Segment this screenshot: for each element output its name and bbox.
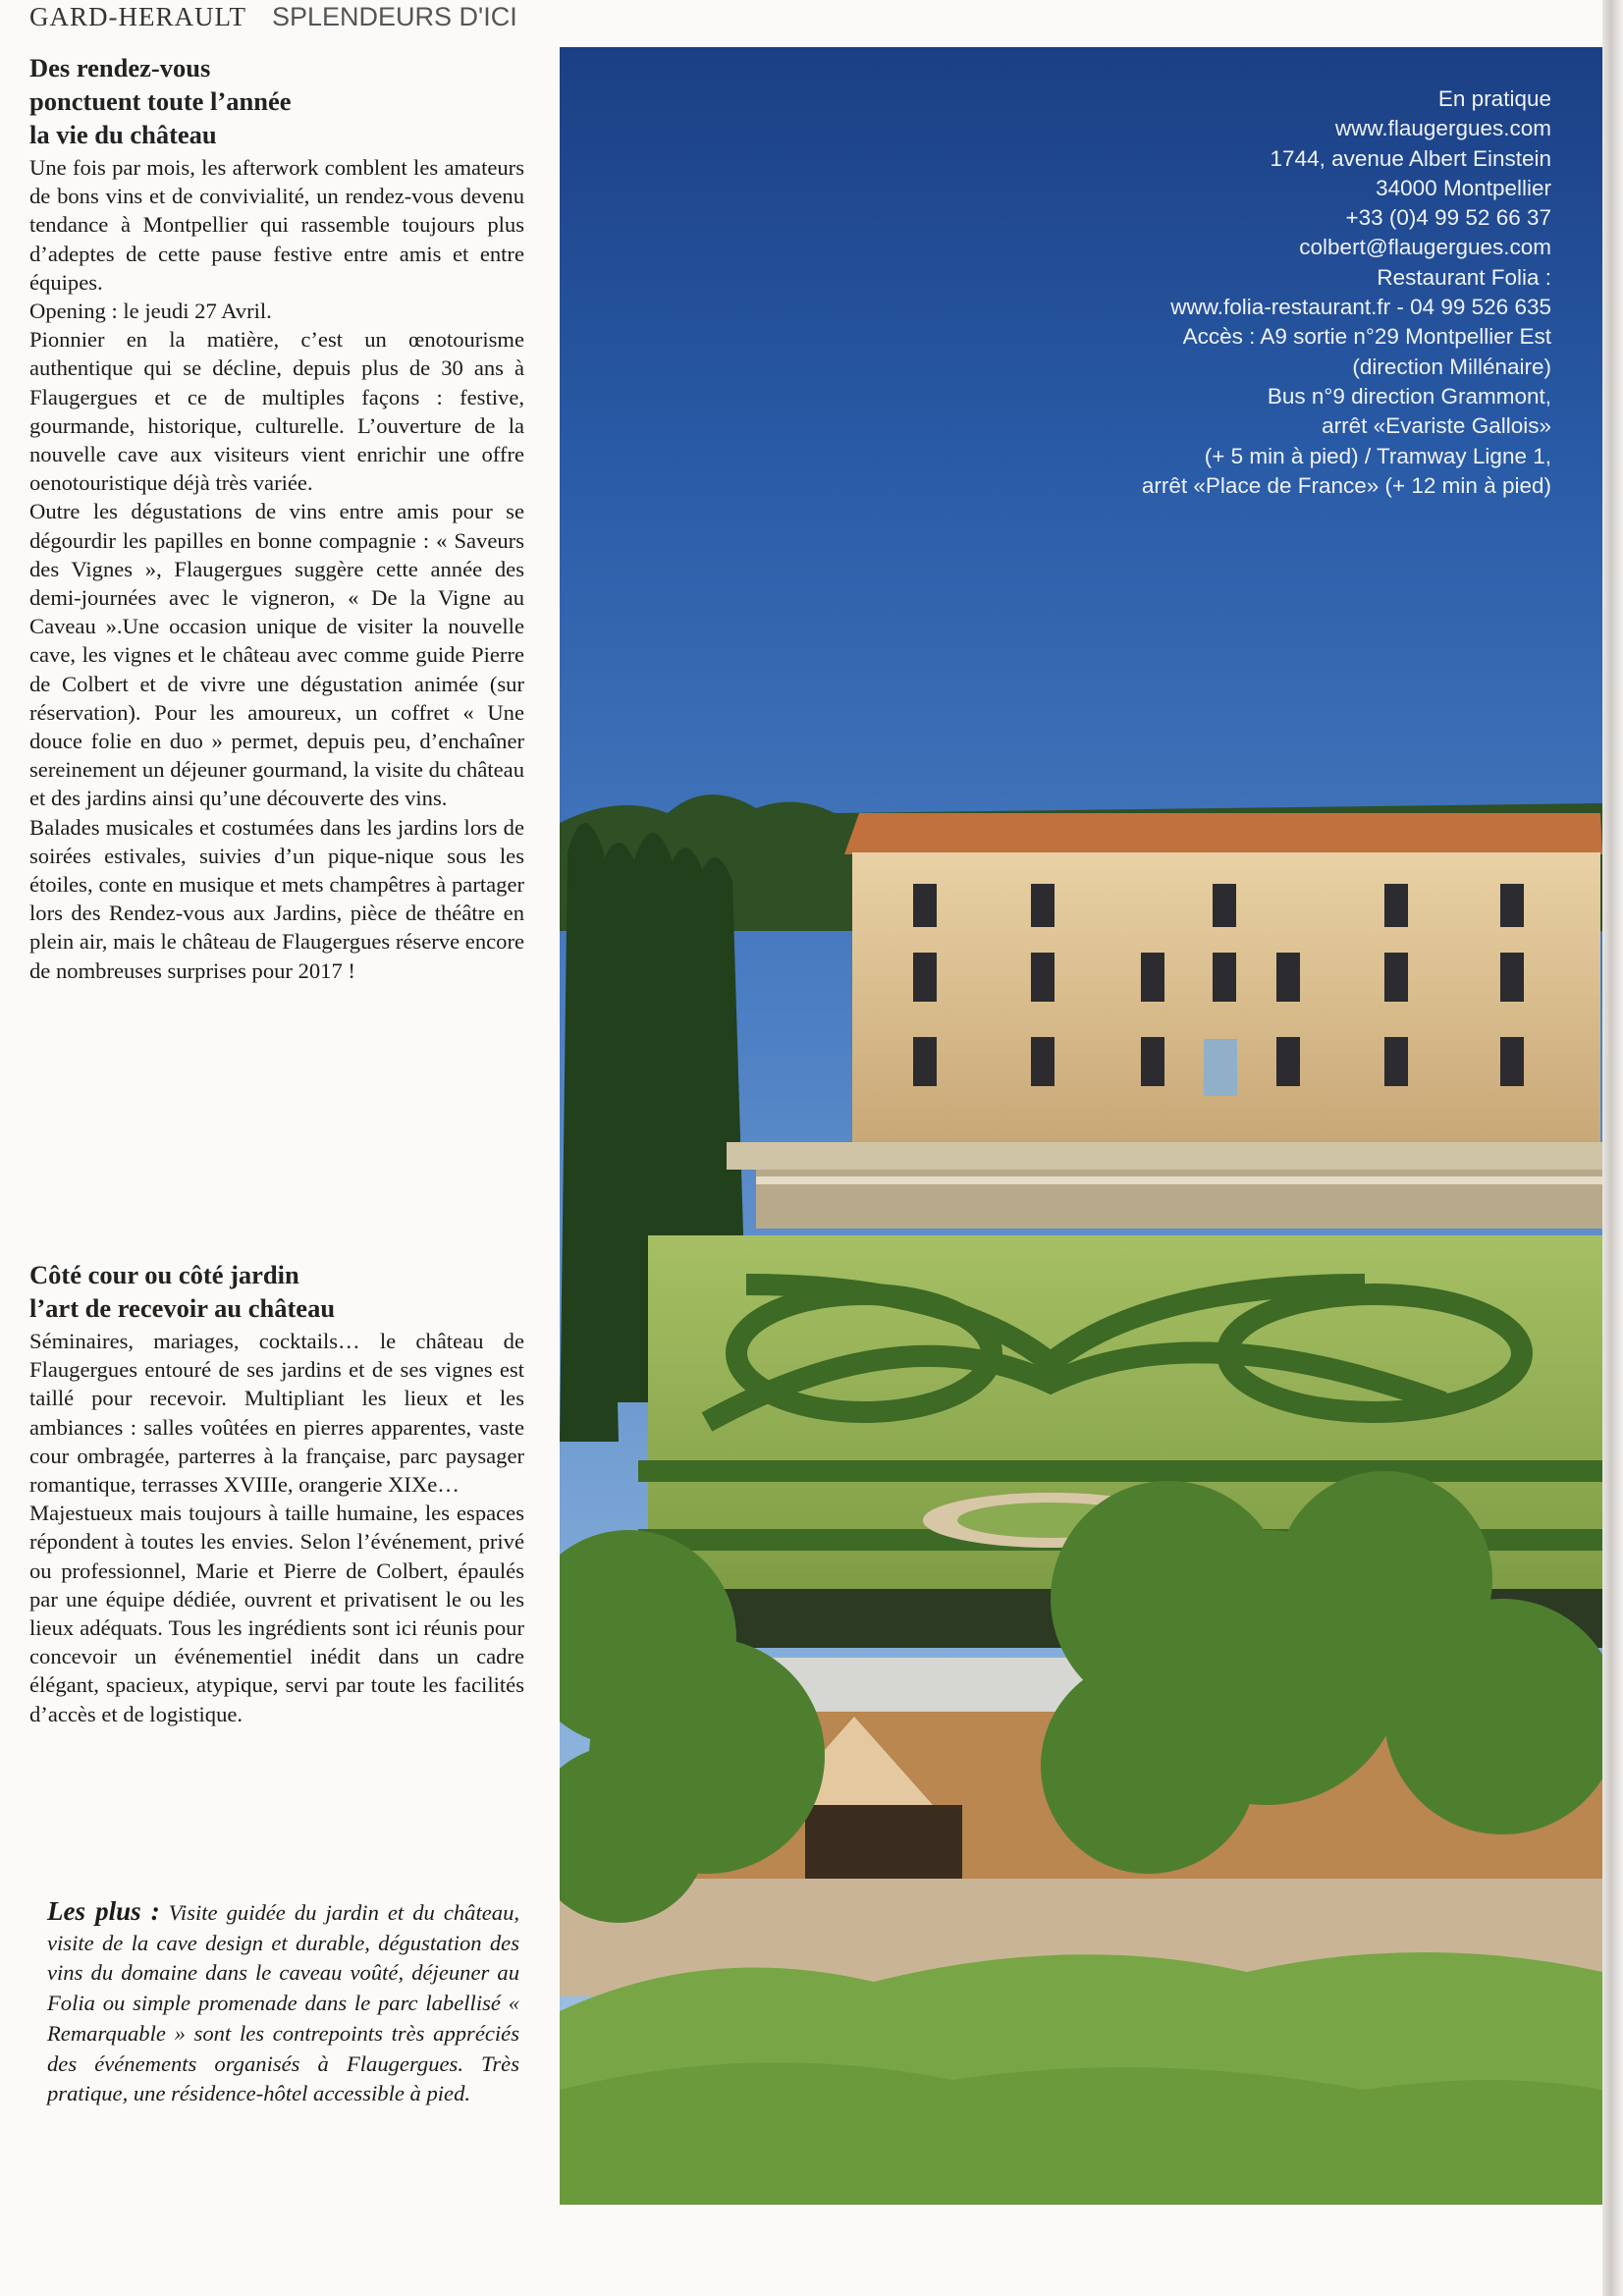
- paragraph: Balades musicales et costumées dans les jardins lors de soirées estivales, suivies d’un pique-nique sous les étoiles, conte en musique et mets champêtres à partager lors des Rendez-vous aux Jardins, pièce de théâtre en plein air, mais le château de Flaugergues réserve encore de nombreuses surprises pour 2017 !: [29, 814, 524, 983]
- article-block-rendez-vous: [29, 51, 524, 985]
- tram-stop: arrêt «Place de France» (+ 12 min à pied): [1141, 472, 1551, 498]
- block-heading: [29, 51, 524, 151]
- phone-line: +33 (0)4 99 52 66 37: [1345, 205, 1551, 231]
- heading-line: Côté cour ou côté jardin: [29, 1260, 299, 1289]
- address-line: 1744, avenue Albert Einstein: [1270, 145, 1551, 171]
- paragraph: Majestueux mais toujours à taille humaine, les espaces répondent à toutes les envies. Selon l’événement, privé ou professionnel, Marie et Pierre de Colbert, épaulés par une équipe dédiée, ouvrent et privatisent le ou les lieux adéquats. Tous les ingrédients sont ici réunis pour concevoir un événementiel inédit dans un cadre élégant, spacieux, atypique, servi par toute les facilités d’accès et de logistique.: [29, 1501, 524, 1726]
- paragraph: Séminaires, mariages, cocktails… le château de Flaugergues entouré de ses jardins et de ses vignes est taillé pour recevoir. Multipliant les lieux et les ambiances : salles voûtées en pierres apparentes, vaste cour ombragée, parterres à la française, parc paysager romantique, terrasses XVIIIe, orangerie XIXe…: [29, 1329, 524, 1498]
- heading-line: Des rendez-vous: [29, 53, 211, 82]
- page-gutter: [1602, 0, 1623, 2296]
- running-header: [29, 2, 540, 35]
- practical-heading: En pratique: [1437, 86, 1551, 111]
- website-link[interactable]: www.flaugergues.com: [1334, 116, 1551, 141]
- heading-line: la vie du château: [29, 120, 217, 149]
- les-plus-label: Les plus :: [47, 1896, 160, 1926]
- paragraph: Une fois par mois, les afterwork comblent les amateurs de bons vins et de convivialité, un rendez-vous devenu tendance à Montpellier qui rassemble toujours plus d’adeptes de cette pause festive entre amis et entre équipes.: [29, 155, 524, 295]
- tram-line: (+ 5 min à pied) / Tramway Ligne 1,: [1204, 443, 1551, 468]
- article-block-cote-cour: [29, 1258, 524, 1728]
- rubric-name: SPLENDEURS D'ICI: [272, 2, 517, 31]
- heading-line: ponctuent toute l’année: [29, 86, 292, 116]
- heading-line: l’art de recevoir au château: [29, 1293, 336, 1323]
- les-plus-box: [47, 1896, 519, 2109]
- city-line: 34000 Montpellier: [1376, 175, 1551, 200]
- paragraph: Pionnier en la matière, c’est un œnotourisme authentique qui se décline, depuis plus de 30 ans à Flaugergues et ce de multiples façons : festive, gourmande, historique, culturelle. L’ouverture de la nouvelle cave aux visiteurs vient enrichir une offre oenotouristique déjà très variée.: [29, 327, 524, 496]
- les-plus-text: Visite guidée du jardin et du château, visite de la cave design et durable, dégustation des vins du domaine dans le caveau voûté, déjeuner au Folia ou simple promenade dans le parc labellisé « Remarquable » sont les contrepoints très appréciés des événements organisés à Flaugergues. Très pratique, une résidence-hôtel accessible à pied.: [47, 1900, 520, 2106]
- bus-stop: arrêt «Evariste Gallois»: [1322, 413, 1551, 439]
- paragraph: Outre les dégustations de vins entre amis pour se dégourdir les papilles en bonne compagnie : « Saveurs des Vignes », Flaugergues suggère cette année des demi-journées avec le vigneron, « De la Vigne au Caveau ».Une occasion unique de visiter la nouvelle cave, les vignes et le château avec comme guide Pierre de Colbert et de vivre une dégustation animée (sur réservation). Pour les amoureux, un coffret « Une douce folie en duo » permet, depuis peu, d’enchaîner sereinement un déjeuner gourmand, la visite du château et des jardins ainsi qu’une découverte des vins.: [29, 499, 524, 811]
- block-heading: [29, 1258, 524, 1325]
- access-line: Accès : A9 sortie n°29 Montpellier Est: [1182, 324, 1551, 350]
- access-direction: (direction Millénaire): [1352, 354, 1551, 379]
- email-link[interactable]: colbert@flaugergues.com: [1299, 235, 1551, 260]
- practical-info: [1041, 84, 1551, 501]
- paragraph: Opening : le jeudi 27 Avril.: [29, 299, 272, 324]
- restaurant-contact[interactable]: www.folia-restaurant.fr - 04 99 526 635: [1170, 295, 1551, 320]
- section-name: GARD-HERAULT: [29, 2, 246, 31]
- bus-line: Bus n°9 direction Grammont,: [1267, 383, 1551, 409]
- restaurant-label: Restaurant Folia :: [1377, 264, 1551, 290]
- chateau-garden-photo: [560, 47, 1602, 2205]
